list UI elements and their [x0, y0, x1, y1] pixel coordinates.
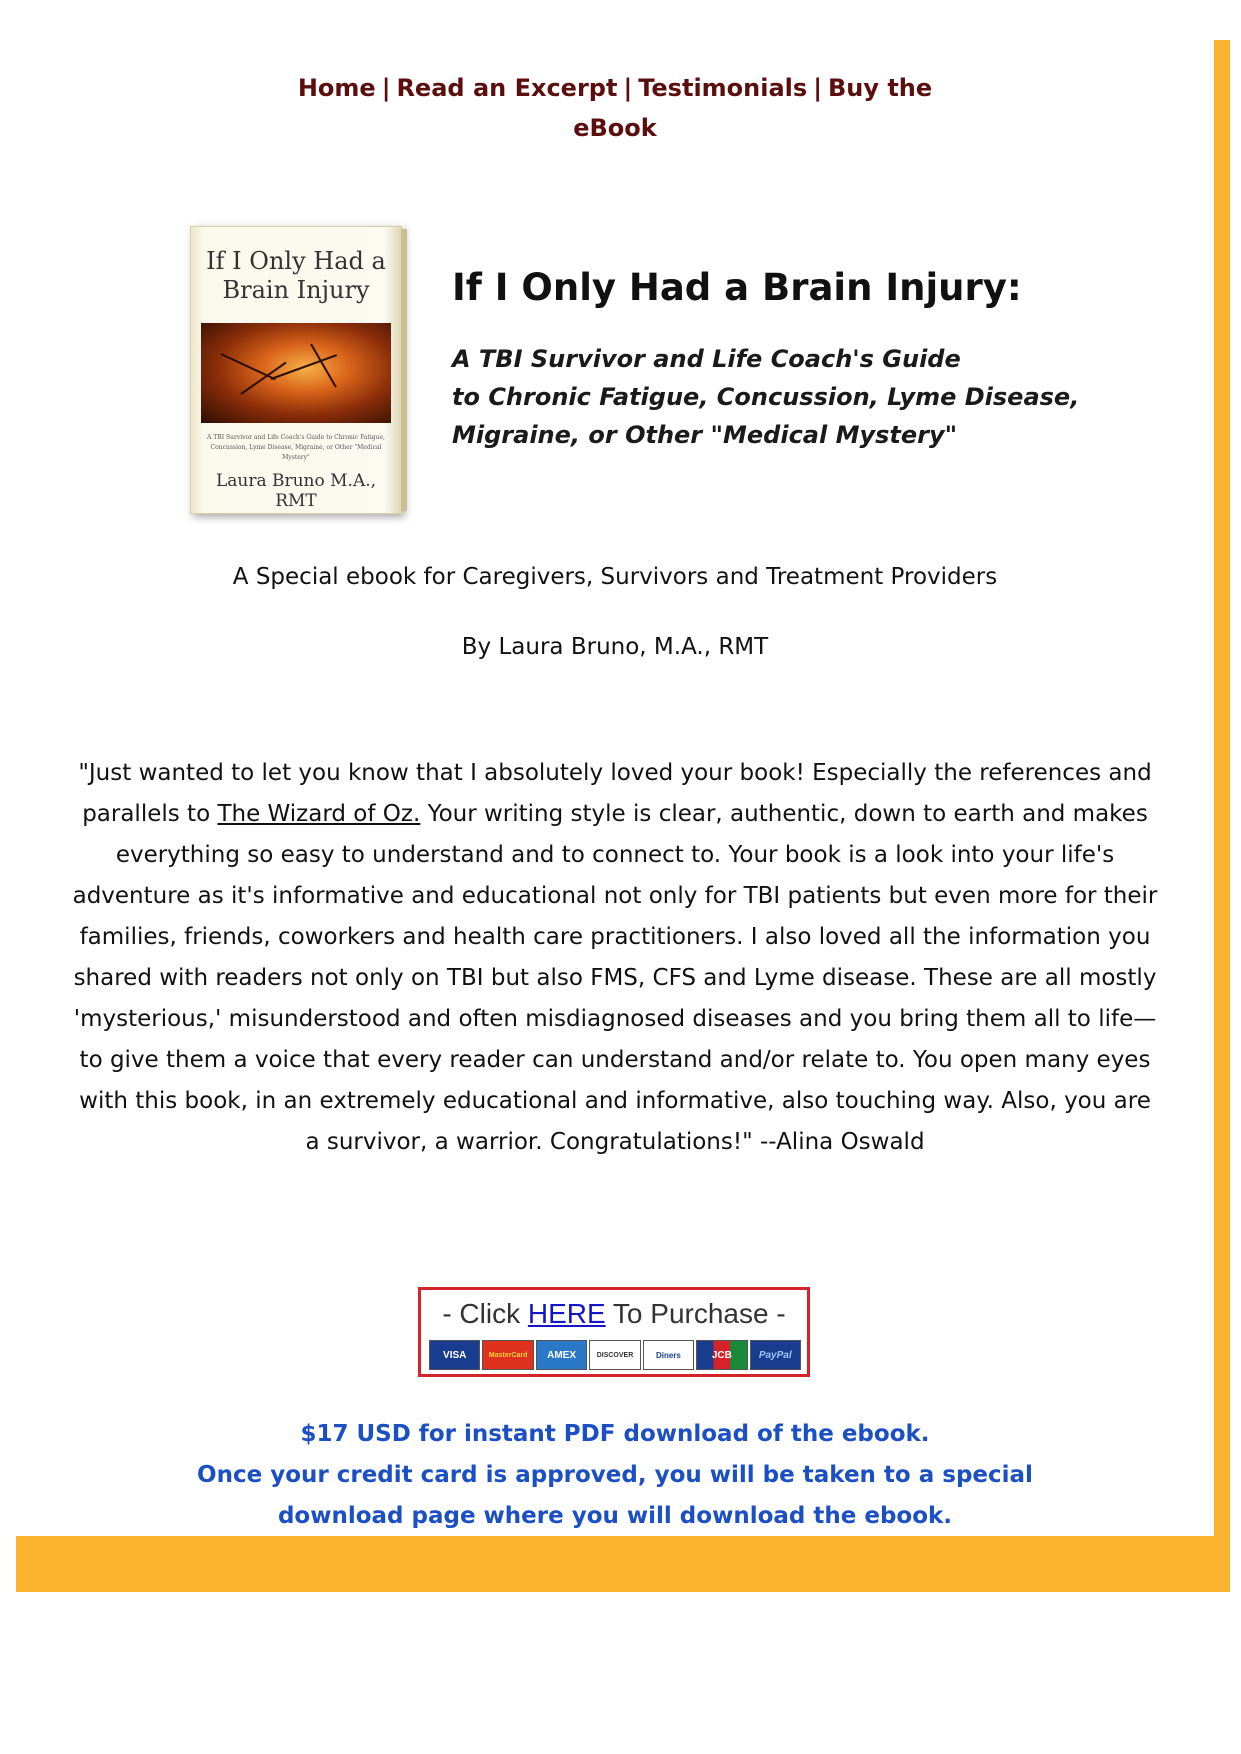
visa-card-icon: VISA: [429, 1340, 480, 1370]
price-info: [0, 1414, 1230, 1537]
testimonial-book-reference: The Wizard of Oz.: [217, 801, 421, 827]
book-cover-subtitle: A TBI Survivor and Life Coach's Guide to Chronic Fatigue, Concussion, Lyme Disease, Migraine, or Other "Medical Mystery": [207, 434, 385, 461]
orange-border-right: [1214, 40, 1230, 1592]
testimonial-part1: "Just wanted to let you know that I absolutely loved your book! Especially the references and parallels to: [78, 760, 1152, 827]
nav-link-buy-ebook-cont[interactable]: eBook: [573, 114, 657, 142]
book-cover-title-line1: If I Only Had a: [206, 247, 386, 275]
page-subtitle-line: A TBI Survivor and Life Coach's Guide: [452, 345, 961, 373]
page-subtitle-line: Migraine, or Other "Medical Mystery": [452, 421, 958, 449]
nav-link-home[interactable]: Home: [297, 74, 376, 102]
page-title: If I Only Had a Brain Injury:: [452, 266, 1022, 309]
book-cover-title-line2: Brain Injury: [222, 276, 370, 304]
page-subtitle-line: to Chronic Fatigue, Concussion, Lyme Disease,: [452, 383, 1080, 411]
nav-line-2: [250, 108, 980, 148]
mastercard-card-icon: MasterCard: [482, 1340, 533, 1370]
book-spine: [401, 229, 407, 511]
price-line: download page where you will download the ebook.: [277, 1503, 953, 1529]
book-cover-image: [190, 226, 402, 514]
amex-card-icon: AMEX: [536, 1340, 587, 1370]
orange-border-bottom: [16, 1536, 1230, 1592]
nav-link-testimonials[interactable]: Testimonials: [638, 74, 808, 102]
paypal-card-icon: PayPal: [750, 1340, 801, 1370]
testimonial-part2: Your writing style is clear, authentic, down to earth and makes everything so easy to understand and to connect to. Your book is a look into your life's adventure as it's informative and educational not only for TBI patients but even more for their families, friends, coworkers and health care practitioners. I also loved all the information you shared with readers not only on TBI but also FMS, CFS and Lyme disease. These are all mostly 'mysterious,' misunderstood and often misdiagnosed diseases and you bring them all to life—to give them a voice that every reader can understand and/or relate to. You open many eyes with this book, in an extremely educational and informative, also touching way. Also, you are a survivor, a warrior. Congratulations!" --Alina Oswald: [72, 801, 1158, 1155]
diners-card-icon: Diners: [643, 1340, 694, 1370]
artwork-crack: [310, 344, 337, 388]
discover-card-icon: DISCOVER: [589, 1340, 640, 1370]
book-cover-title: [201, 247, 391, 305]
nav-line-1: [250, 68, 980, 108]
nav-separator: |: [623, 74, 633, 102]
nav-link-excerpt[interactable]: Read an Excerpt: [396, 74, 618, 102]
price-line: $17 USD for instant PDF download of the ebook.: [300, 1421, 930, 1447]
nav-separator: |: [381, 74, 391, 102]
top-navigation: [250, 68, 980, 148]
purchase-button[interactable]: [418, 1287, 810, 1377]
jcb-card-icon: JCB: [696, 1340, 747, 1370]
book-cover-author: Laura Bruno M.A., RMT: [215, 471, 377, 511]
author-byline: By Laura Bruno, M.A., RMT: [461, 634, 769, 660]
purchase-prefix: - Click: [442, 1298, 528, 1329]
price-line: Once your credit card is approved, you will be taken to a special: [197, 1462, 1033, 1488]
brain-artwork: [201, 323, 391, 423]
purchase-suffix: To Purchase -: [605, 1298, 786, 1329]
tagline: A Special ebook for Caregivers, Survivors and Treatment Providers: [232, 564, 998, 590]
purchase-here-link[interactable]: HERE: [527, 1298, 606, 1329]
purchase-label: [421, 1298, 807, 1330]
payment-cards: [429, 1340, 801, 1370]
nav-separator: |: [813, 74, 822, 102]
page-subtitle: [452, 340, 1172, 454]
nav-link-buy-ebook[interactable]: Buy the: [827, 74, 933, 102]
testimonial-quote: [70, 753, 1160, 1163]
